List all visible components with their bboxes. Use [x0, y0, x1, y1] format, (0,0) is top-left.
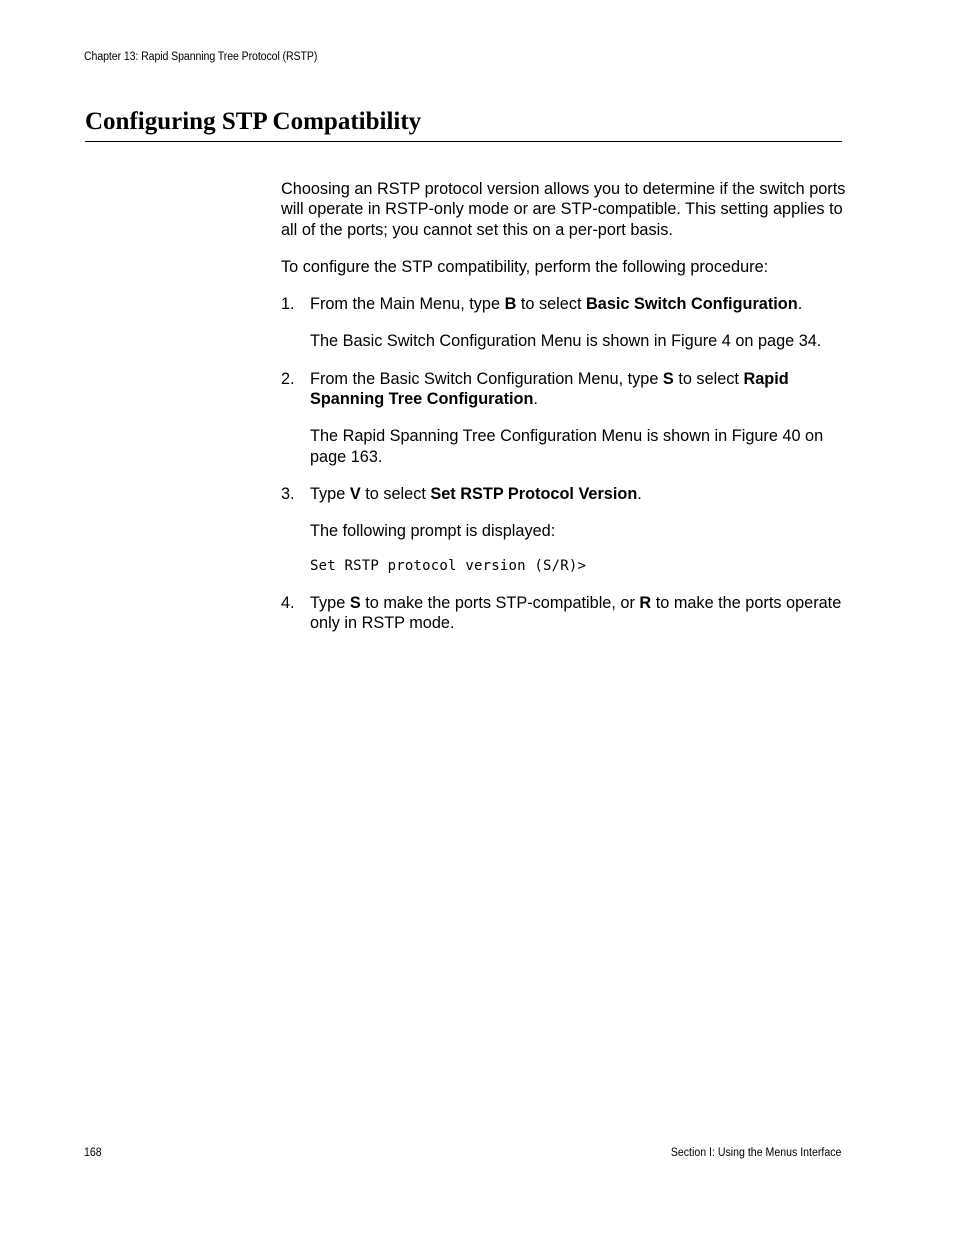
step-note: The following prompt is displayed:	[310, 522, 556, 541]
step-note: The Basic Switch Configuration Menu is shown in Figure 4 on page 34.	[310, 332, 822, 351]
page-title: Configuring STP Compatibility	[85, 106, 842, 142]
step-instruction: From the Basic Switch Configuration Menu, type S to select Rapid Spanning Tree Configuration.	[310, 369, 789, 409]
prompt-code: Set RSTP protocol version (S/R)>	[310, 557, 587, 574]
menu-key: B	[504, 295, 517, 314]
body-content	[281, 179, 846, 650]
step-number: 4.	[281, 593, 295, 612]
step-note: The Rapid Spanning Tree Configuration Menu is shown in Figure 40 on page 163.	[310, 427, 824, 466]
step-number: 2.	[281, 369, 295, 388]
procedure-step-2	[281, 369, 846, 467]
step-number: 3.	[281, 484, 295, 503]
menu-option: Set RSTP Protocol Version	[430, 484, 638, 503]
procedure-step-3	[281, 484, 846, 576]
step-instruction: From the Main Menu, type B to select Basic Switch Configuration.	[310, 295, 803, 314]
menu-option: Rapid Spanning Tree Configuration	[310, 369, 789, 409]
procedure-intro: To configure the STP compatibility, perform the following procedure:	[281, 257, 769, 276]
step-number: 1.	[281, 295, 295, 314]
page-number: 168	[84, 1147, 102, 1159]
intro-paragraph: Choosing an RSTP protocol version allows you to determine if the switch ports will operate in RSTP-only mode or are STP-compatible. This setting applies to all of the ports; you cannot set this on a per-port basis.	[281, 180, 846, 239]
step-instruction: Type V to select Set RSTP Protocol Version.	[310, 484, 642, 503]
procedure-step-4	[281, 593, 846, 634]
menu-key: V	[349, 484, 361, 503]
menu-key: R	[639, 593, 652, 612]
menu-option: Basic Switch Configuration	[586, 295, 798, 314]
running-footer: Section I: Using the Menus Interface	[670, 1147, 841, 1159]
procedure-step-1	[281, 294, 846, 352]
step-instruction: Type S to make the ports STP-compatible, or R to make the ports operate only in RSTP mode.	[310, 593, 842, 632]
menu-key: S	[349, 593, 361, 612]
running-header: Chapter 13: Rapid Spanning Tree Protocol (RSTP)	[84, 51, 318, 63]
menu-key: S	[662, 369, 674, 388]
